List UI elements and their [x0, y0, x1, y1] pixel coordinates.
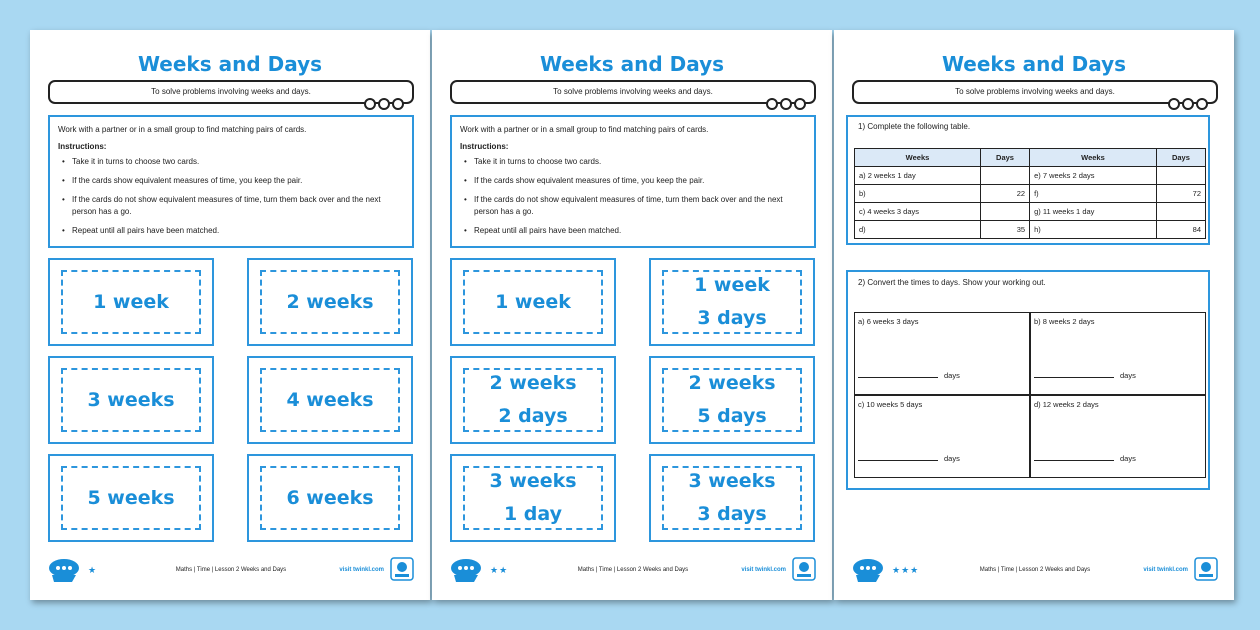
page-footer [48, 557, 414, 585]
column-header: Weeks [855, 149, 981, 167]
conversion-question: c) 10 weeks 5 days [858, 400, 923, 409]
unit-label: days [1120, 371, 1136, 380]
instruction-item: • Take it in turns to choose two cards. [460, 156, 806, 168]
circle-icon [780, 98, 792, 110]
card-face [662, 466, 802, 530]
table-cell: 22 [980, 185, 1029, 203]
circle-icon [378, 98, 390, 110]
objective-text: To solve problems involving weeks and days. [553, 87, 713, 96]
matching-card[interactable] [649, 258, 815, 346]
footer-subject: Maths | Time | Lesson 2 Weeks and Days [979, 567, 1091, 573]
card-line-2: 3 days [697, 307, 767, 329]
answer-blank[interactable] [1034, 377, 1114, 378]
matching-card[interactable] [247, 258, 413, 346]
objective-text: To solve problems involving weeks and days. [151, 87, 311, 96]
answer-blank[interactable] [858, 377, 938, 378]
table-cell: g) 11 weeks 1 day [1030, 203, 1157, 221]
answer-line [858, 371, 960, 380]
answer-line [1034, 371, 1136, 380]
intro-text: Work with a partner or in a small group to find matching pairs of cards. [58, 125, 307, 134]
instructions-list [460, 156, 806, 237]
circle-icon [392, 98, 404, 110]
card-face [61, 368, 201, 432]
answer-cell[interactable]: f) [1030, 185, 1157, 203]
matching-card[interactable] [48, 356, 214, 444]
unit-label: days [1120, 454, 1136, 463]
conversion-question: d) 12 weeks 2 days [1034, 400, 1099, 409]
page-title: Weeks and Days [137, 52, 323, 76]
table-row [855, 221, 1206, 239]
card-face [260, 466, 400, 530]
table-row [855, 167, 1206, 185]
instructions-box [48, 115, 414, 248]
card-line-2: 2 days [498, 405, 568, 427]
table-cell: a) 2 weeks 1 day [855, 167, 981, 185]
matching-card[interactable] [649, 356, 815, 444]
card-line-1: 4 weeks [286, 388, 374, 411]
self-assessment-circles [766, 98, 806, 110]
instructions-heading: Instructions: [58, 142, 107, 151]
instruction-item: • If the cards show equivalent measures of time, you keep the pair. [58, 175, 404, 187]
conversion-question: b) 8 weeks 2 days [1034, 317, 1095, 326]
working-cell[interactable] [1030, 312, 1206, 395]
card-face [260, 368, 400, 432]
card-line-1: 3 weeks [688, 470, 776, 492]
difficulty-stars: ★★★ [892, 565, 920, 575]
learning-objective [450, 80, 816, 104]
badge-icon [390, 557, 414, 581]
page-footer [852, 557, 1218, 585]
answer-blank[interactable] [1034, 460, 1114, 461]
card-line-1: 3 weeks [489, 470, 577, 492]
working-cell[interactable] [1030, 395, 1206, 478]
answer-cell[interactable] [1156, 167, 1205, 185]
answer-line [858, 454, 960, 463]
column-header: Days [1156, 149, 1205, 167]
difficulty-stars: ★★ [490, 565, 509, 575]
instruction-item: • Repeat until all pairs have been matched. [58, 225, 404, 237]
answer-cell[interactable]: b) [855, 185, 981, 203]
card-face [463, 466, 603, 530]
matching-card[interactable] [48, 258, 214, 346]
instruction-item: • If the cards show equivalent measures of time, you keep the pair. [460, 175, 806, 187]
working-cell[interactable] [854, 395, 1030, 478]
footer-subject: Maths | Time | Lesson 2 Weeks and Days [175, 567, 287, 573]
instruction-item: • Take it in turns to choose two cards. [58, 156, 404, 168]
card-line-1: 6 weeks [286, 486, 374, 509]
self-assessment-circles [1168, 98, 1208, 110]
card-face [662, 270, 802, 334]
footer-link[interactable]: visit twinkl.com [741, 567, 786, 573]
card-face [463, 368, 603, 432]
card-face [61, 466, 201, 530]
circle-icon [364, 98, 376, 110]
table-cell: 35 [980, 221, 1029, 239]
table-cell: e) 7 weeks 2 days [1030, 167, 1157, 185]
working-out-grid [854, 312, 1206, 478]
page-title: Weeks and Days [941, 52, 1127, 76]
conversion-question: a) 6 weeks 3 days [858, 317, 919, 326]
card-line-1: 5 weeks [87, 486, 175, 509]
instructions-box [450, 115, 816, 248]
matching-card[interactable] [649, 454, 815, 542]
circle-icon [794, 98, 806, 110]
table-row [855, 185, 1206, 203]
page-title: Weeks and Days [539, 52, 725, 76]
matching-card[interactable] [450, 356, 616, 444]
card-line-1: 2 weeks [688, 372, 776, 394]
card-line-1: 1 week [495, 290, 571, 313]
table-cell: 72 [1156, 185, 1205, 203]
matching-card[interactable] [450, 454, 616, 542]
unit-label: days [944, 454, 960, 463]
answer-cell[interactable]: d) [855, 221, 981, 239]
instructions-heading: Instructions: [460, 142, 509, 151]
circle-icon [766, 98, 778, 110]
instruction-item: • If the cards do not show equivalent measures of time, turn them back over and the next person has a go. [58, 194, 404, 218]
objective-text: To solve problems involving weeks and days. [955, 87, 1115, 96]
intro-text: Work with a partner or in a small group to find matching pairs of cards. [460, 125, 709, 134]
answer-blank[interactable] [858, 460, 938, 461]
card-line-1: 1 week [93, 290, 169, 313]
weeks-days-table [854, 148, 1206, 239]
worksheet-page-1 [30, 30, 430, 600]
unit-label: days [944, 371, 960, 380]
instruction-item: • If the cards do not show equivalent measures of time, turn them back over and the next person has a go. [460, 194, 806, 218]
page-footer [450, 557, 816, 585]
column-header: Days [980, 149, 1029, 167]
circle-icon [1168, 98, 1180, 110]
card-line-1: 3 weeks [87, 388, 175, 411]
card-face [260, 270, 400, 334]
instruction-item: • Repeat until all pairs have been matched. [460, 225, 806, 237]
learning-objective [48, 80, 414, 104]
working-cell[interactable] [854, 312, 1030, 395]
footer-link[interactable]: visit twinkl.com [1143, 567, 1188, 573]
matching-card[interactable] [247, 356, 413, 444]
badge-icon [792, 557, 816, 581]
card-face [662, 368, 802, 432]
card-face [463, 270, 603, 334]
column-header: Weeks [1030, 149, 1157, 167]
circle-icon [1182, 98, 1194, 110]
matching-card[interactable] [450, 258, 616, 346]
card-line-1: 1 week [694, 274, 770, 296]
table-cell: 84 [1156, 221, 1205, 239]
answer-cell[interactable] [980, 167, 1029, 185]
learning-objective [852, 80, 1218, 104]
question-2-prompt: 2) Convert the times to days. Show your working out. [858, 278, 1046, 287]
circle-icon [1196, 98, 1208, 110]
instructions-list [58, 156, 404, 237]
question-2-box [846, 270, 1210, 490]
difficulty-stars: ★ [88, 565, 98, 575]
self-assessment-circles [364, 98, 404, 110]
footer-link[interactable]: visit twinkl.com [339, 567, 384, 573]
card-face [61, 270, 201, 334]
table-cell: c) 4 weeks 3 days [855, 203, 981, 221]
matching-card[interactable] [247, 454, 413, 542]
matching-card[interactable] [48, 454, 214, 542]
card-line-2: 1 day [503, 503, 563, 525]
badge-icon [1194, 557, 1218, 581]
card-line-1: 2 weeks [286, 290, 374, 313]
question-1-box [846, 115, 1210, 245]
table-row [855, 203, 1206, 221]
answer-cell[interactable] [1156, 203, 1205, 221]
table-header-row [855, 149, 1206, 167]
worksheet-page-2 [432, 30, 832, 600]
answer-cell[interactable] [980, 203, 1029, 221]
question-1-prompt: 1) Complete the following table. [858, 122, 971, 131]
card-line-1: 2 weeks [489, 372, 577, 394]
footer-subject: Maths | Time | Lesson 2 Weeks and Days [577, 567, 689, 573]
worksheet-page-3 [834, 30, 1234, 600]
card-line-2: 3 days [697, 503, 767, 525]
answer-cell[interactable]: h) [1030, 221, 1157, 239]
answer-line [1034, 454, 1136, 463]
card-line-2: 5 days [697, 405, 767, 427]
